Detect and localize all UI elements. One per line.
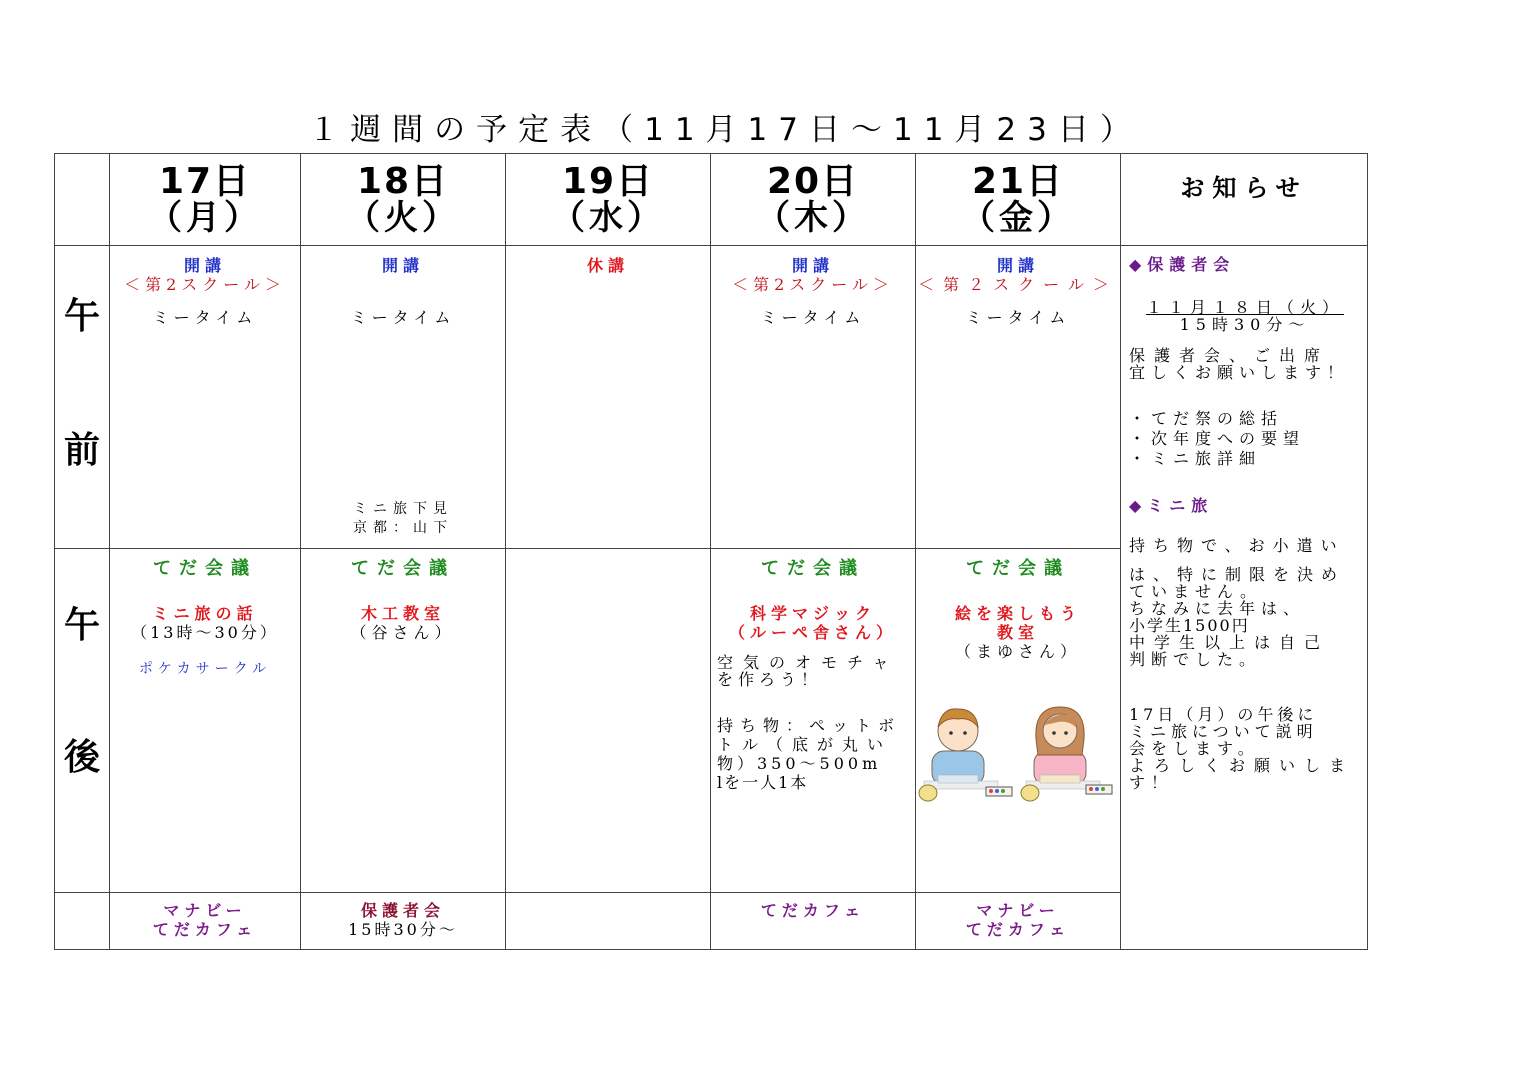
items-text: 物）350～500m — [717, 754, 882, 773]
meeting-label: てだ会議 — [761, 558, 865, 579]
meeting-date: １１月１８日（火） — [1145, 298, 1344, 317]
activity-label: ミータイム — [350, 308, 456, 327]
day-weekday: （月） — [148, 198, 262, 238]
notice-text: ミニ旅について説明 — [1129, 722, 1318, 741]
school-label: ＜第2スクール＞ — [732, 275, 894, 294]
schedule-table — [54, 153, 1368, 950]
evening-label: てだカフェ — [965, 920, 1071, 939]
day-date: 19日 — [561, 161, 655, 202]
meeting-label: てだ会議 — [153, 558, 257, 579]
evening-label: てだカフェ — [760, 901, 866, 920]
day-header-fri — [916, 154, 1121, 246]
day-date: 20日 — [766, 161, 860, 202]
girl-figure — [1021, 707, 1112, 801]
eve-fri — [916, 893, 1121, 950]
morning-row — [55, 246, 1368, 549]
notice-text: ちなみに去年は、 — [1129, 599, 1306, 618]
meeting-label: てだ会議 — [966, 558, 1070, 579]
notice-cell — [1121, 246, 1368, 950]
eve-tue — [301, 893, 506, 950]
period-char: 午 — [63, 296, 100, 337]
notice-text: よろしくお願いしま — [1129, 756, 1355, 775]
evening-label: 保護者会 — [360, 901, 445, 920]
note-label: 京都：山下 — [353, 520, 453, 536]
event-label: （ルーペ舎さん） — [728, 623, 897, 642]
extra-label: ポケカサークル — [138, 661, 272, 677]
pm-wed — [506, 549, 711, 893]
day-date: 17日 — [158, 161, 252, 202]
desc-text: を作ろう！ — [717, 670, 823, 689]
day-header-thu — [711, 154, 916, 246]
activity-label: ミータイム — [760, 308, 866, 327]
school-label: ＜第２スクール＞ — [918, 275, 1118, 294]
corner-cell — [55, 154, 110, 246]
day-header-wed — [506, 154, 711, 246]
evening-label: 15時30分～ — [348, 920, 458, 939]
notice-text: ていません。 — [1129, 582, 1262, 601]
period-char: 前 — [63, 430, 100, 471]
topic-item: ・てだ祭の総括 — [1129, 409, 1284, 428]
period-char: 後 — [63, 737, 100, 778]
day-weekday: （水） — [551, 198, 665, 238]
meeting-time: 15時30分～ — [1179, 315, 1311, 334]
evening-label: マナビー — [163, 901, 247, 920]
eve-wed — [506, 893, 711, 950]
day-weekday: （火） — [346, 198, 460, 238]
notice-text: 判断でした。 — [1129, 650, 1262, 669]
note-label: ミニ旅下見 — [353, 501, 453, 517]
day-header-tue — [301, 154, 506, 246]
notice-section-title: ◆保護者会 — [1129, 255, 1236, 274]
notice-text: は、特に制限を決め — [1129, 565, 1346, 584]
am-wed — [506, 246, 711, 549]
period-char: 午 — [63, 605, 100, 646]
event-detail: （まゆさん） — [954, 642, 1081, 661]
header-row — [55, 154, 1368, 246]
period-morning — [55, 246, 110, 549]
evening-label: てだカフェ — [152, 920, 258, 939]
day-weekday: （金） — [961, 198, 1075, 238]
notice-text: 持ち物で、お小遣い — [1129, 536, 1345, 555]
desc-text: 空気のオモチャ — [717, 653, 899, 672]
notice-text: す！ — [1129, 773, 1174, 792]
status-label: 開講 — [791, 256, 834, 275]
pm-fri — [916, 549, 1121, 893]
notice-text: 宜しくお願いします！ — [1129, 363, 1350, 382]
notice-header: お知らせ — [1180, 174, 1308, 202]
meeting-label: てだ会議 — [351, 558, 455, 579]
evening-label: マナビー — [976, 901, 1060, 920]
eve-thu — [711, 893, 916, 950]
pm-thu — [711, 549, 916, 893]
day-header-mon — [110, 154, 301, 246]
topic-item: ・ミニ旅詳細 — [1129, 449, 1262, 468]
event-label: ミニ旅の話 — [152, 604, 258, 623]
am-mon — [110, 246, 301, 549]
school-label: ＜第2スクール＞ — [124, 275, 286, 294]
notice-text: 保護者会、ご出席 — [1129, 346, 1330, 365]
day-date: 21日 — [971, 161, 1065, 202]
items-text: トル（底が丸い — [717, 735, 893, 754]
event-time: （13時～30分） — [131, 623, 279, 642]
topic-item: ・次年度への要望 — [1129, 429, 1306, 448]
activity-label: ミータイム — [965, 308, 1071, 327]
notice-text: 中学生以上は自己 — [1129, 633, 1330, 652]
day-date: 18日 — [356, 161, 450, 202]
notice-section-title: ◆ミニ旅 — [1129, 496, 1214, 515]
status-label: 開講 — [183, 256, 226, 275]
event-label: 木工教室 — [360, 604, 445, 623]
event-label: 教室 — [996, 623, 1039, 642]
page-title: １週間の予定表（11月17日～11月23日） — [308, 112, 1142, 148]
am-thu — [711, 246, 916, 549]
period-evening — [55, 893, 110, 950]
notice-text: 17日（月）の午後に — [1129, 705, 1318, 724]
status-label: 休講 — [586, 256, 629, 275]
event-label: 絵を楽しもう — [954, 604, 1081, 623]
notice-text: 会をします。 — [1129, 739, 1260, 758]
notice-text: 小学生1500円 — [1129, 616, 1250, 635]
items-text: 持ち物：ペットボ — [717, 716, 902, 735]
period-afternoon — [55, 549, 110, 893]
children-painting-image — [918, 695, 1118, 815]
am-fri — [916, 246, 1121, 549]
children-painting-illustration — [916, 695, 1120, 819]
eve-mon — [110, 893, 301, 950]
notice-header-cell — [1121, 154, 1368, 246]
status-label: 開講 — [996, 256, 1039, 275]
pm-tue — [301, 549, 506, 893]
am-tue — [301, 246, 506, 549]
status-label: 開講 — [381, 256, 424, 275]
event-detail: （谷さん） — [350, 623, 456, 642]
pm-mon — [110, 549, 301, 893]
event-label: 科学マジック — [749, 604, 876, 623]
items-text: lを一人1本 — [717, 773, 809, 792]
boy-figure — [919, 709, 1012, 801]
day-weekday: （木） — [756, 198, 870, 238]
activity-label: ミータイム — [152, 308, 258, 327]
